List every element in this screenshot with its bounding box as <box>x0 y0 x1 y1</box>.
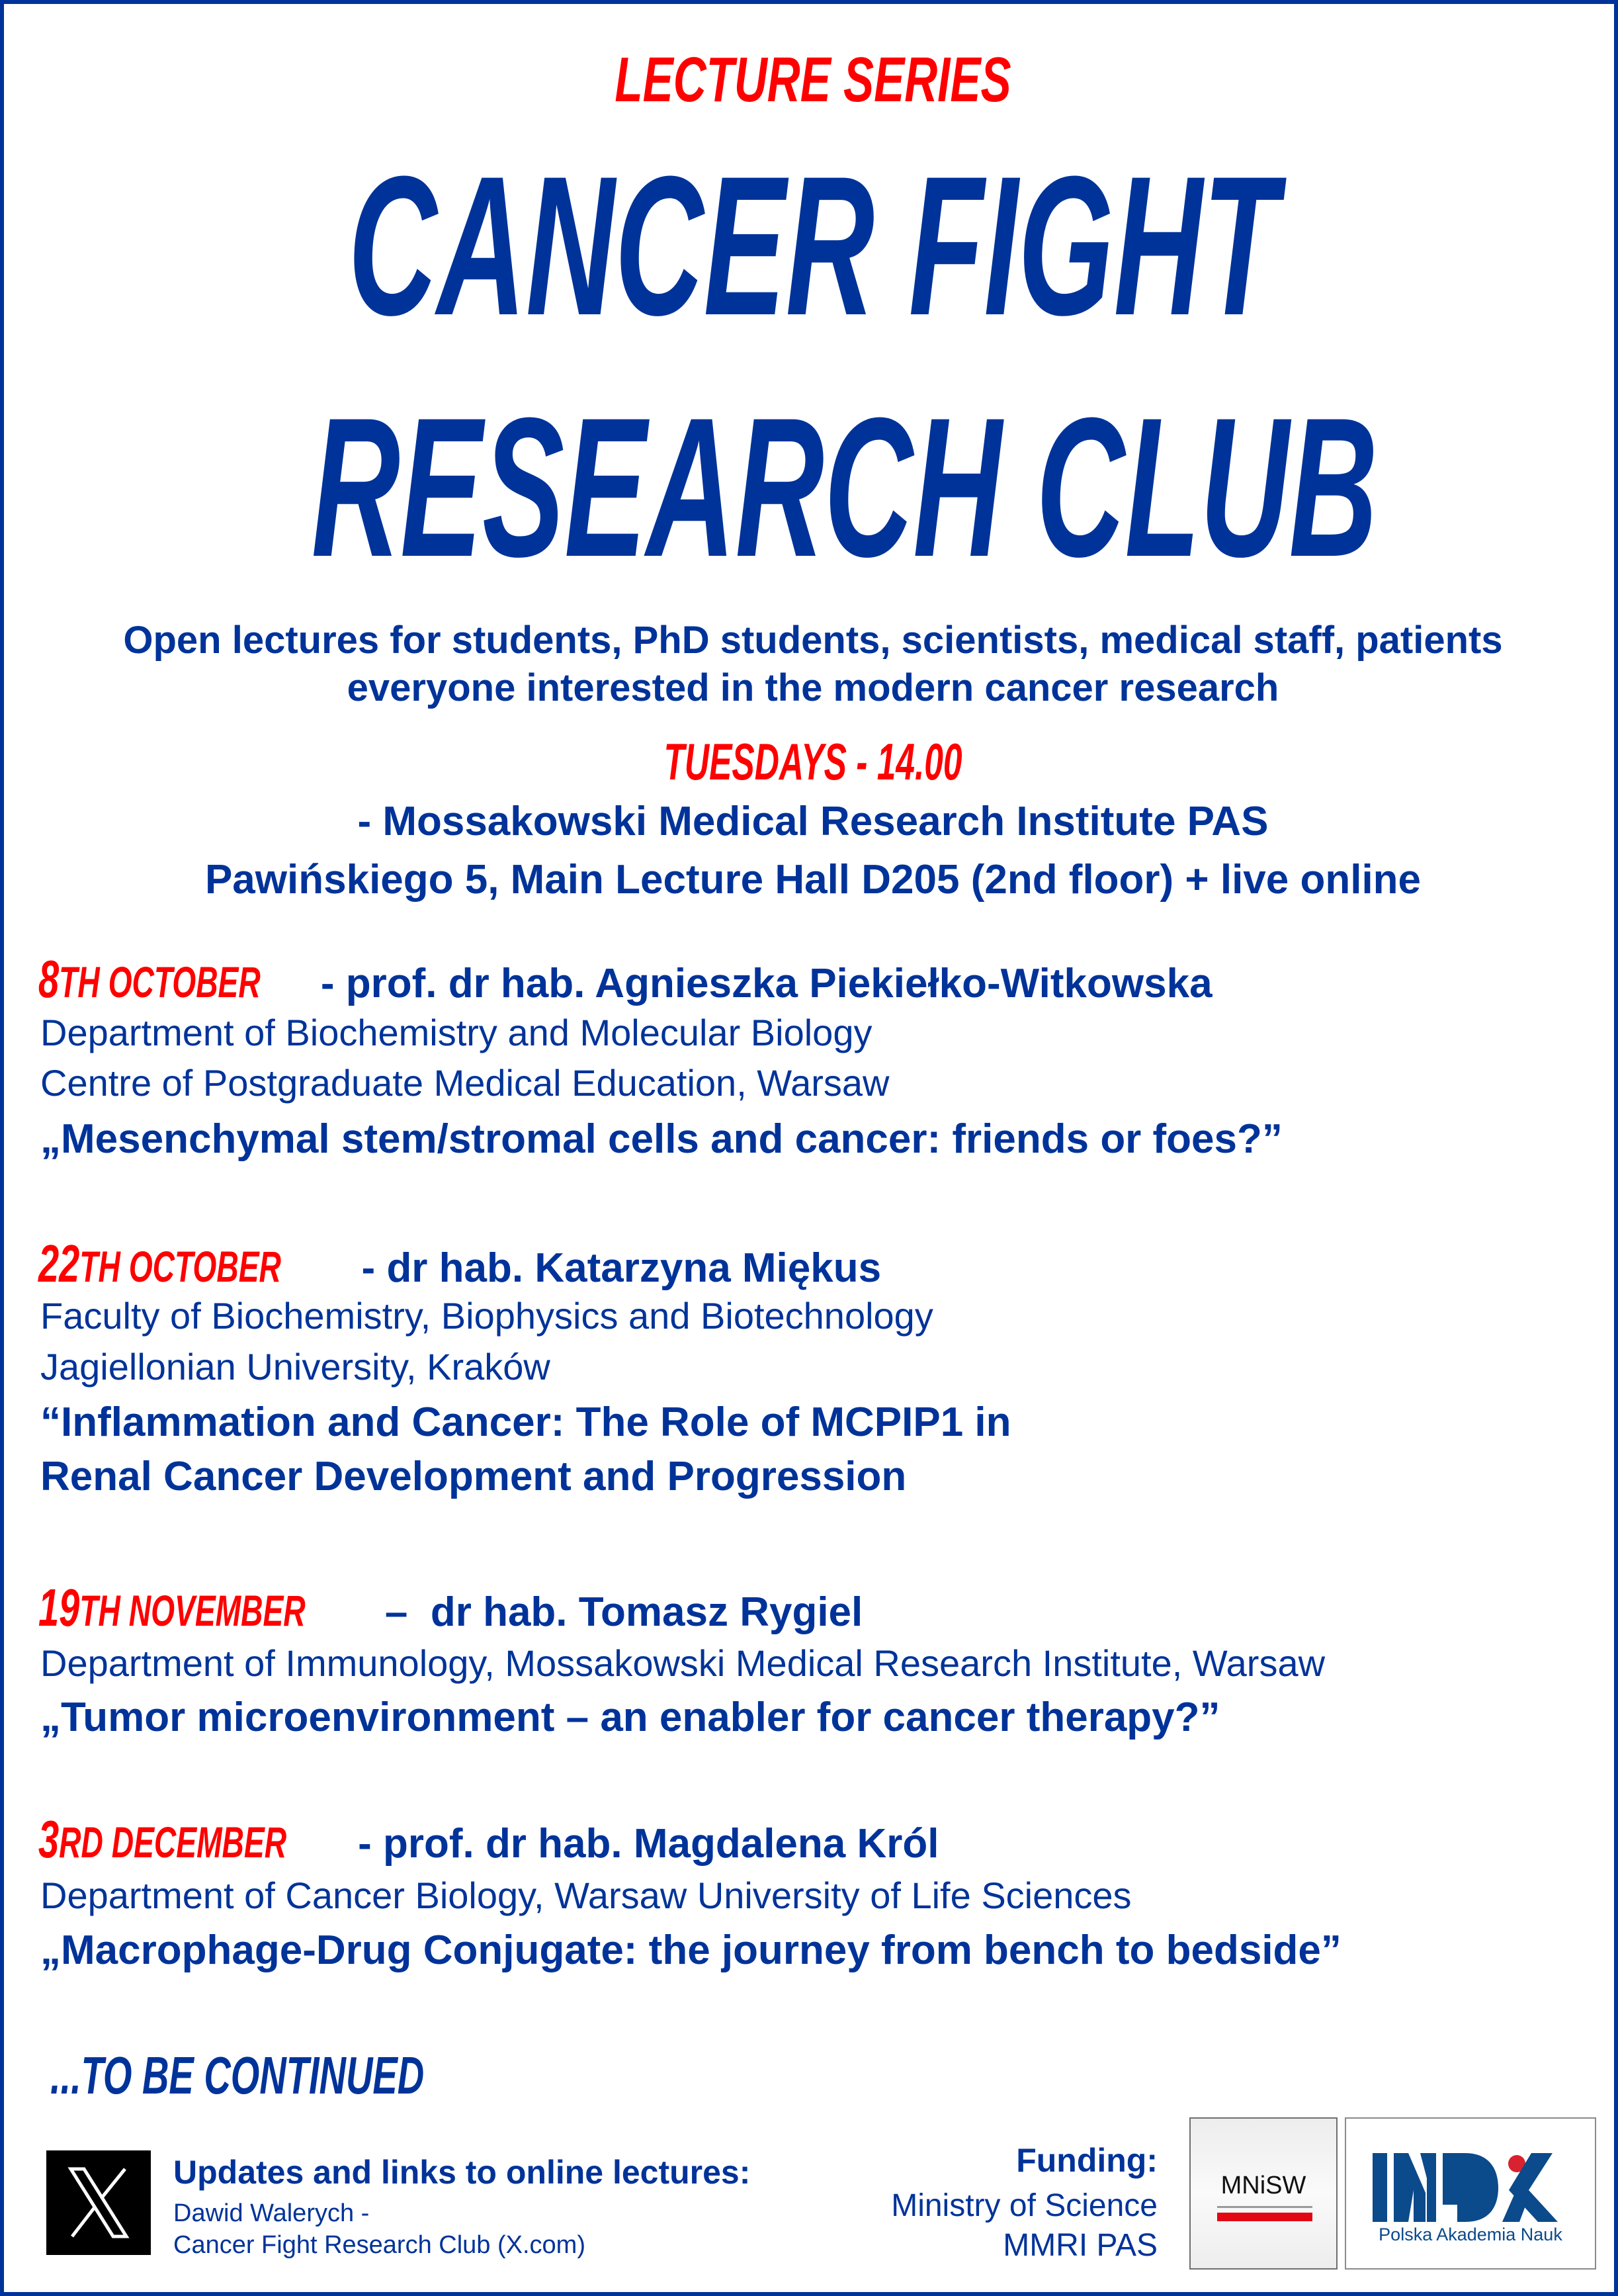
lecture-2-header <box>38 1233 881 1294</box>
venue-line-1: - Mossakowski Medical Research Institute PAS <box>357 799 1269 844</box>
lecture-2-talk-title-line-1: “Inflammation and Cancer: The Role of MCPIP1 in <box>40 1399 1011 1445</box>
lecture-4-date <box>38 1809 286 1870</box>
lecture-1-date-month: TH OCTOBER <box>59 957 261 1006</box>
lecture-1-affiliation-1: Department of Biochemistry and Molecular Biology <box>40 1012 873 1053</box>
updates-title: Updates and links to online lectures: <box>173 2154 751 2191</box>
lecture-3-speaker: dr hab. Tomasz Rygiel <box>430 1589 863 1635</box>
x-logo-icon[interactable] <box>46 2150 151 2255</box>
lecture-2-separator: - <box>339 1245 387 1291</box>
poster-title-line-1: CANCER FIGHT <box>348 134 1278 357</box>
lecture-4-separator: - <box>346 1821 383 1867</box>
lecture-1-affiliation-2: Centre of Postgraduate Medical Education, Warsaw <box>40 1062 890 1104</box>
poster-title-line-2: RESEARCH CLUB <box>311 376 1378 598</box>
lecture-4-talk-title: „Macrophage-Drug Conjugate: the journey from bench to bedside” <box>40 1927 1341 1973</box>
lecture-3-date-day: 19 <box>38 1578 80 1637</box>
lecture-1-speaker: prof. dr hab. Agnieszka Piekiełko-Witkowska <box>345 961 1213 1006</box>
updates-author: Dawid Walerych - <box>173 2199 370 2227</box>
lecture-2-affiliation-2: Jagiellonian University, Kraków <box>40 1346 550 1388</box>
lecture-4-date-day: 3 <box>38 1810 60 1869</box>
lecture-3-header <box>38 1577 863 1638</box>
funding-source-2: MMRI PAS <box>1003 2228 1158 2263</box>
x-glyph-icon <box>65 2166 132 2239</box>
lecture-4-speaker: prof. dr hab. Magdalena Król <box>382 1821 939 1867</box>
mnisw-logo-grey-bar <box>1217 2206 1312 2208</box>
lecture-1-date <box>38 949 261 1010</box>
lecture-3-date-month: TH NOVEMBER <box>79 1586 306 1635</box>
funding-source-1: Ministry of Science <box>891 2188 1158 2223</box>
lecture-3-separator: – <box>373 1589 431 1635</box>
lecture-1-talk-title: „Mesenchymal stem/stromal cells and cancer: friends or foes?” <box>40 1116 1283 1162</box>
lecture-2-speaker: dr hab. Katarzyna Miękus <box>386 1245 882 1291</box>
lecture-3-talk-title: „Tumor microenvironment – an enabler for cancer therapy?” <box>40 1695 1220 1740</box>
lecture-3-date <box>38 1577 306 1638</box>
mnisw-logo-text: MNiSW <box>1220 2172 1306 2199</box>
mnisw-logo <box>1189 2117 1338 2270</box>
lecture-2-talk-title-line-2: Renal Cancer Development and Progression <box>40 1454 907 1499</box>
lecture-2-affiliation-1: Faculty of Biochemistry, Biophysics and Biotechnology <box>40 1295 933 1337</box>
lecture-1-separator: - <box>309 961 346 1006</box>
intro-line-2: everyone interested in the modern cancer research <box>347 666 1279 709</box>
imdik-logo-subtitle: Polska Akademia Nauk <box>1379 2225 1562 2244</box>
to-be-continued-label: ...TO BE CONTINUED <box>50 2046 425 2105</box>
lecture-2-date <box>38 1233 281 1294</box>
lecture-4-date-month: RD DECEMBER <box>59 1818 287 1867</box>
lecture-4-header <box>38 1809 939 1870</box>
lecture-3-affiliation: Department of Immunology, Mossakowski Medical Research Institute, Warsaw <box>40 1642 1326 1684</box>
intro-line-1: Open lectures for students, PhD students, scientists, medical staff, patients <box>123 619 1503 662</box>
lecture-1-date-day: 8 <box>38 949 60 1008</box>
lecture-2-date-day: 22 <box>38 1234 80 1293</box>
imdik-wordmark-icon <box>1373 2152 1571 2225</box>
mnisw-logo-red-bar <box>1217 2213 1312 2221</box>
lecture-4-affiliation: Department of Cancer Biology, Warsaw University of Life Sciences <box>40 1875 1132 1916</box>
imdik-logo <box>1345 2117 1596 2270</box>
lecture-1-header <box>38 949 1213 1010</box>
lecture-series-label: LECTURE SERIES <box>615 44 1011 115</box>
lecture-2-date-month: TH OCTOBER <box>79 1242 281 1291</box>
updates-account-link[interactable]: Cancer Fight Research Club (X.com) <box>173 2231 585 2259</box>
venue-line-2: Pawińskiego 5, Main Lecture Hall D205 (2nd floor) + live online <box>204 857 1422 903</box>
schedule-day-time: TUESDAYS - 14.00 <box>663 732 962 791</box>
funding-label: Funding: <box>1016 2142 1158 2179</box>
